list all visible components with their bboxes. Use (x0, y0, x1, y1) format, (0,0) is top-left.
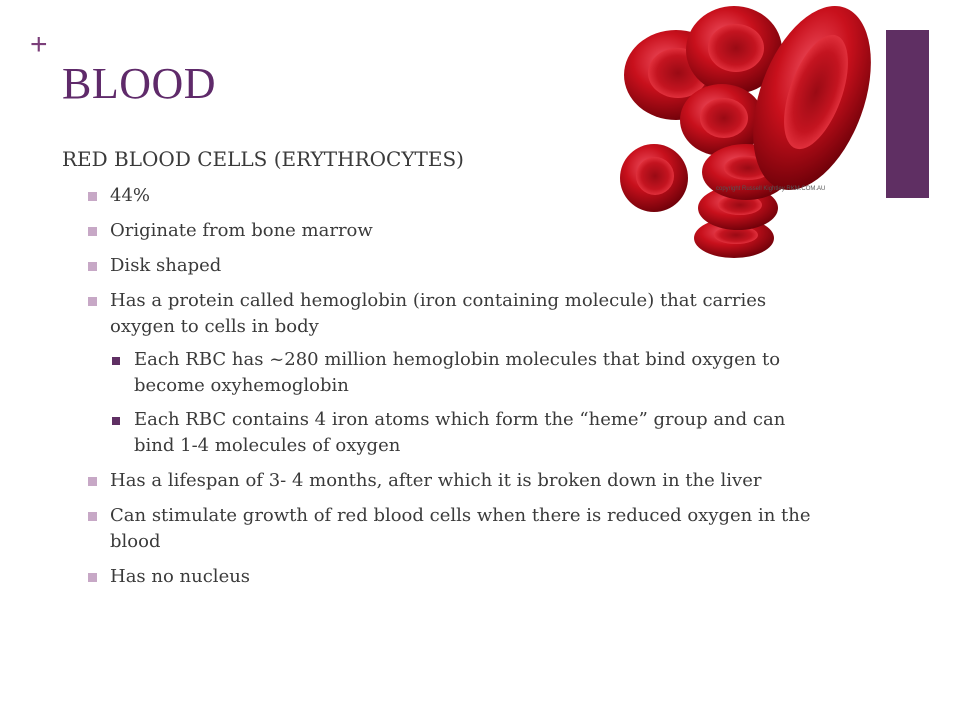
bullet-item (86, 468, 826, 494)
sub-bullet-text: Each RBC has ~280 million hemoglobin molecules that bind oxygen to become oxyhemoglobin (134, 349, 781, 396)
sub-bullet-list (110, 347, 826, 459)
image-copyright: copyright Russell Kightley RKM.COM.AU (716, 186, 826, 192)
slide-title: BLOOD (62, 59, 217, 108)
bullet-text: Has no nucleus (110, 566, 251, 587)
plus-mark: + (30, 28, 48, 61)
bullet-item (86, 564, 826, 590)
bullet-item (86, 183, 826, 209)
bullet-item (86, 503, 826, 555)
bullet-text: Has a protein called hemoglobin (iron containing molecule) that carries oxygen to cells in body (110, 290, 767, 337)
bullet-text: 44% (110, 185, 151, 206)
bullet-item (86, 218, 826, 244)
bullet-list (86, 183, 826, 599)
bullet-text: Has a lifespan of 3- 4 months, after which it is broken down in the liver (110, 470, 762, 491)
sub-bullet-item (110, 407, 826, 459)
bullet-text: Can stimulate growth of red blood cells when there is reduced oxygen in the blood (110, 505, 811, 552)
bullet-text: Originate from bone marrow (110, 220, 373, 241)
sub-bullet-text: Each RBC contains 4 iron atoms which form the “heme” group and can bind 1-4 molecules of oxygen (134, 409, 786, 456)
accent-bar (885, 30, 929, 198)
section-subheading: RED BLOOD CELLS (ERYTHROCYTES) (62, 147, 464, 171)
bullet-text: Disk shaped (110, 255, 222, 276)
sub-bullet-item (110, 347, 826, 399)
bullet-item (86, 253, 826, 279)
bullet-item (86, 288, 826, 459)
